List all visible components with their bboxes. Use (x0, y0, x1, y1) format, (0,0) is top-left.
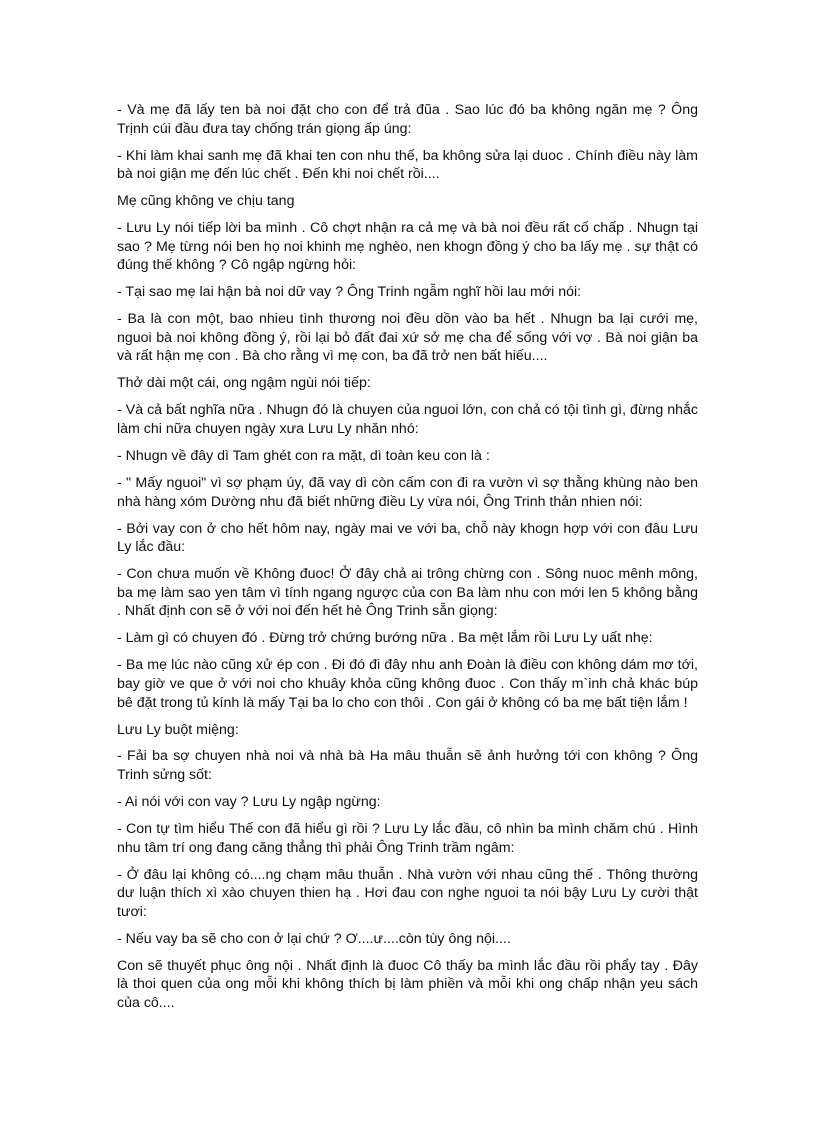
paragraph: - Fải ba sợ chuyen nhà noi và nhà bà Ha mâu thuẫn sẽ ảnh hưởng tới con không ? Ông Trinh sửng sốt: (117, 748, 698, 784)
paragraph: - Nhugn về đây dì Tam ghét con ra mặt, dì toàn keu con là : (117, 448, 490, 465)
paragraph: Lưu Ly buột miệng: (117, 721, 239, 738)
paragraph: - Lưu Ly nói tiếp lời ba mình . Cô chợt nhận ra cả mẹ và bà noi đều rất cố chấp . Nhugn tại sao ? Mẹ từng nói ben họ noi khinh mẹ nghèo, nen khogn đồng ý cho ba lấy mẹ . sự thật có đúng thế không ? Cô ngập ngừng hỏi: (117, 220, 698, 274)
paragraph: Mẹ cũng không ve chịu tang (117, 193, 295, 210)
paragraph: Thở dài một cái, ong ngậm ngùi nói tiếp: (117, 375, 371, 392)
paragraph: Con sẽ thuyết phục ông nội . Nhất định là đuoc Cô thấy ba mình lắc đầu rồi phẩy tay . Đây là thoi quen của ong mỗi khi không thích bị làm phiền và mỗi khi ong chấp nhận yeu sách của cô.... (117, 957, 698, 1011)
paragraph: - Ở đâu lại không có....ng chạm mâu thuẫn . Nhà vườn với nhau cũng thế . Thông thường dư luận thích xì xào chuyen thien hạ . Hơi đau con nghe nguoi ta nói bậy Lưu Ly cười thật tươi: (117, 866, 698, 920)
paragraph: - " Mấy nguoi" vì sợ phạm úy, đã vay dì còn cấm con đi ra vườn vì sợ thằng khùng nào ben nhà hàng xóm Dường nhu đã biết những điều Ly vừa nói, Ông Trinh thản nhien nói: (117, 475, 698, 510)
paragraph: - Ba là con một, bao nhieu tình thương noi đều dồn vào ba hết . Nhugn ba lại cưới mẹ, nguoi bà noi không đồng ý, rồi lại bỏ đất đai xứ sở mẹ cha để sống với vợ . Bà noi giận ba và rất hận mẹ con . Bà cho rằng vì mẹ con, ba đã trở nen bất hiếu.... (117, 311, 698, 365)
paragraph: - Bởi vay con ở cho hết hôm nay, ngày mai ve với ba, chỗ này khogn hợp với con đâu Lưu Ly lắc đầu: (117, 520, 698, 556)
paragraph: - Và cả bất nghĩa nữa . Nhugn đó là chuyen của nguoi lớn, con chả có tội tình gì, đừng nhắc làm chi nữa chuyen ngày xưa Lưu Ly nhăn nhó: (117, 402, 698, 438)
paragraph: - Làm gì có chuyen đó . Đừng trở chứng bướng nữa . Ba mệt lắm rồi Lưu Ly uất nhẹ: (117, 630, 653, 647)
paragraph: - Con tự tìm hiểu Thế con đã hiểu gì rồi ? Lưu Ly lắc đầu, cô nhìn ba mình chăm chú . Hình nhu tâm trí ong đang căng thẳng thì phải Ông Trinh trầm ngâm: (117, 821, 698, 856)
paragraph: - Ba mẹ lúc nào cũng xử ép con . Đi đó đi đây nhu anh Đoàn là điều con không dám mơ tới, bay giờ ve que ở với noi cho khuây khỏa cũng không đuoc . Con thấy m`inh chả khác búp bê đặt trong tủ kính là mấy Tại ba lo cho con thôi . Con gái ở không có ba mẹ bất tiện lắm ! (117, 657, 698, 711)
paragraph: - Con chưa muốn về Không đuoc! Ở đây chả ai trông chừng con . Sông nuoc mênh mông, ba mẹ làm sao yen tâm vì tính ngang ngược của con Ba làm nhu con mới len 5 không bằng . Nhất định con sẽ ở với noi đến hết hè Ông Trinh sẵn giọng: (117, 566, 698, 620)
document-page (117, 101, 698, 1021)
paragraph: - Khi làm khai sanh mẹ đã khai ten con nhu thế, ba không sửa lại duoc . Chính điều này làm bà noi giận mẹ đến lúc chết . Đến khi noi chết rồi.... (117, 147, 698, 183)
paragraph: - Ai nói với con vay ? Lưu Ly ngập ngừng: (117, 794, 381, 811)
paragraph: - Và mẹ đã lấy ten bà noi đặt cho con để trả đũa . Sao lúc đó ba không ngăn mẹ ? Ông Trịnh cúi đầu đưa tay chống trán giọng ấp úng: (117, 102, 698, 137)
paragraph: - Tại sao mẹ lai hận bà noi dữ vay ? Ông Trinh ngẫm nghĩ hồi lau mới nói: (117, 284, 582, 301)
paragraph: - Nếu vay ba sẽ cho con ở lại chứ ? Ơ....ư....còn tùy ông nội.... (117, 930, 511, 947)
